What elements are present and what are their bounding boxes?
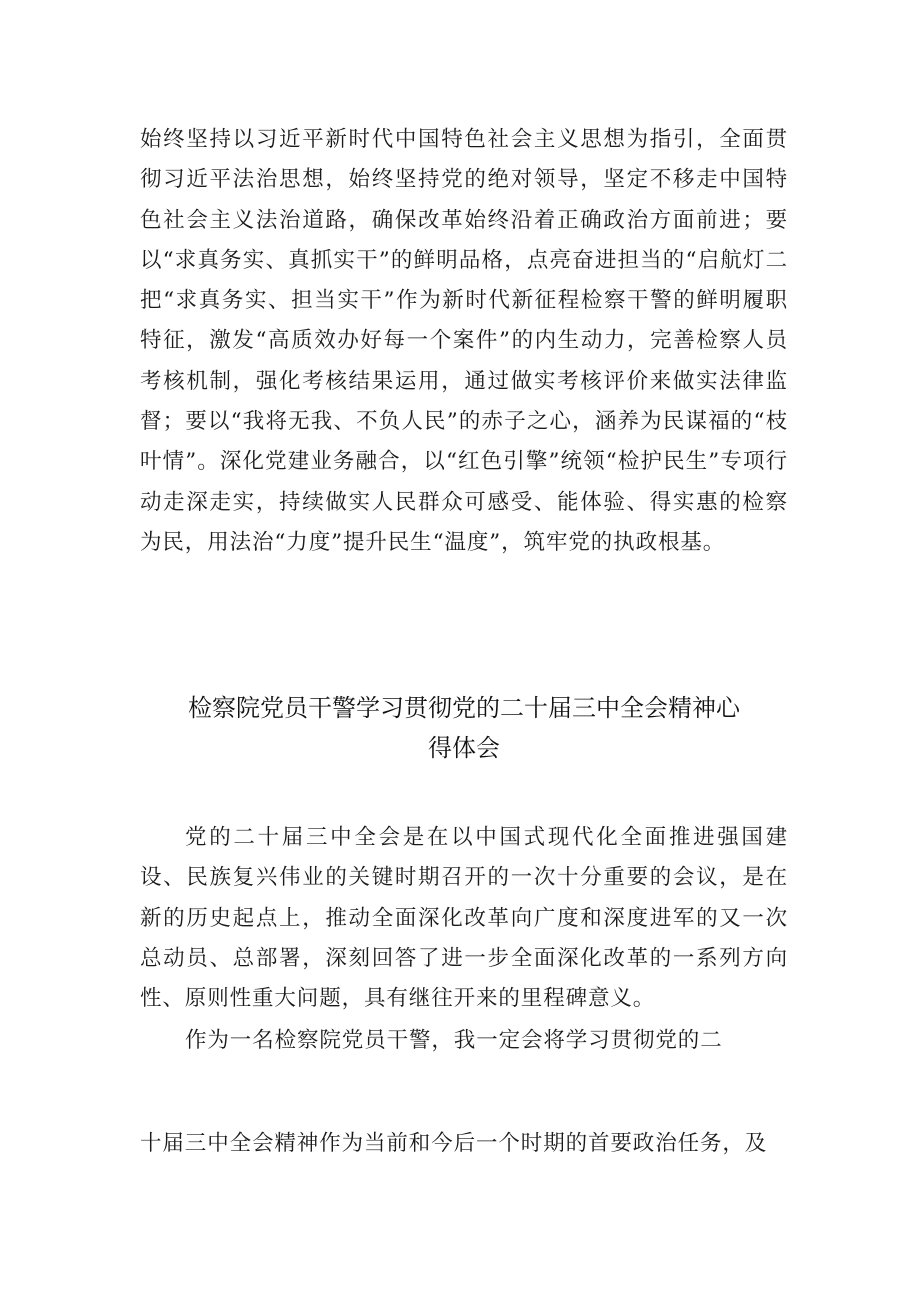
body-paragraph-4: 十届三中全会精神作为当前和今后一个时期的首要政治任务，及 xyxy=(140,1131,768,1156)
body-paragraph-1: 始终坚持以习近平新时代中国特色社会主义思想为指引，全面贯彻习近平法治思想，始终坚持党的绝对领导，坚定不移走中国特色社会主义法治道路，确保改革始终沿着正确政治方面前进；要以“求真务实、真抓实干”的鲜明品格，点亮奋进担当的“启航灯二把“求真务实、担当实干”作为新时代新征程检察干警的鲜明履职特征，激发“高质效办好每一个案件”的内生动力，完善检察人员考核机制，强化考核结果运用，通过做实考核评价来做实法律监督；要以“我将无我、不负人民”的赤子之心，涵养为民谋福的“枝叶情”。深化党建业务融合，以“红色引擎”统领“检护民生”专项行动走深走实，持续做实人民群众可感受、能体验、得实惠的检察为民，用法治“力度”提升民生“温度”，筑牢党的执政根基。 xyxy=(140,127,788,555)
body-paragraph-3: 作为一名检察院党员干警，我一定会将学习贯彻党的二 xyxy=(185,1028,723,1053)
body-paragraph-2: 党的二十届三中全会是在以中国式现代化全面推进强国建设、民族复兴伟业的关键时期召开的一次十分重要的会议，是在新的历史起点上，推动全面深化改革向广度和深度进军的又一次总动员、总部署，深刻回答了进一步全面深化改革的一系列方向性、原则性重大问题，具有继往开来的里程碑意义。 xyxy=(140,825,788,1012)
article-title-line-2: 得体会 xyxy=(428,734,500,762)
article-title-line-1: 检察院党员干警学习贯彻党的二十届三中全会精神心 xyxy=(188,694,740,722)
article-title xyxy=(140,688,788,768)
